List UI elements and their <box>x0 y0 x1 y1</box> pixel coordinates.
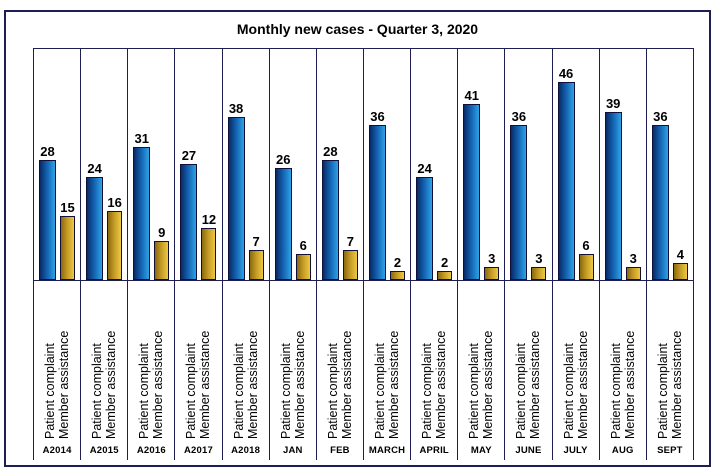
bar-member-assistance <box>484 251 499 280</box>
series-labels-area <box>270 281 316 444</box>
chart-column <box>80 49 127 460</box>
series-labels-area <box>411 281 457 444</box>
series-labels-area <box>223 281 269 444</box>
series-name-labels <box>373 287 401 439</box>
series-labels-area <box>553 281 599 444</box>
bar-patient-complaint <box>228 101 245 280</box>
series-name-labels <box>609 287 637 439</box>
series-name-label: Member assistance <box>575 330 590 439</box>
category-label: MARCH <box>368 445 406 457</box>
series-name-label: Patient complaint <box>231 342 246 439</box>
bar-value-label: 9 <box>158 225 166 241</box>
category-label: JULY <box>563 445 588 457</box>
bar-value-label: 6 <box>299 238 307 254</box>
category-label: JAN <box>282 445 303 457</box>
bar-member-assistance <box>626 251 641 280</box>
bar-value-label: 26 <box>275 152 291 168</box>
series-name-label: Member assistance <box>481 330 496 439</box>
chart-outer-border <box>4 10 711 467</box>
bar-patient-complaint <box>180 148 197 280</box>
bar-patient-complaint <box>369 109 386 280</box>
bars-area <box>270 49 316 281</box>
series-name-label: Member assistance <box>622 330 637 439</box>
bars-area <box>647 49 693 281</box>
series-name-label: Patient complaint <box>90 342 105 439</box>
bar-value-label: 24 <box>417 161 432 177</box>
bar-value-label: 16 <box>107 195 122 211</box>
bar-patient-complaint <box>275 152 292 280</box>
bar-value-label: 7 <box>252 234 260 250</box>
series-name-label: Patient complaint <box>325 342 340 439</box>
series-labels-area <box>81 281 127 444</box>
chart-column <box>174 49 221 460</box>
bar-value-label: 28 <box>323 144 338 160</box>
series-name-label: Patient complaint <box>514 342 529 439</box>
series-labels-area <box>34 281 80 444</box>
series-name-labels <box>137 287 165 439</box>
series-labels-area <box>600 281 646 444</box>
series-name-label: Patient complaint <box>184 342 199 439</box>
series-labels-area <box>128 281 174 444</box>
series-name-labels <box>562 287 590 439</box>
series-name-label: Patient complaint <box>373 342 388 439</box>
plot-columns <box>33 48 694 460</box>
series-name-labels <box>514 287 542 439</box>
series-name-labels <box>467 287 495 439</box>
bar-patient-complaint <box>416 161 433 280</box>
series-name-label: Member assistance <box>669 330 684 439</box>
series-name-labels <box>420 287 448 439</box>
bar-patient-complaint <box>86 161 103 280</box>
category-label: A2016 <box>136 445 166 457</box>
bars-area <box>600 49 646 281</box>
series-name-label: Patient complaint <box>137 342 152 439</box>
bar-value-label: 2 <box>441 255 449 271</box>
category-label: FEB <box>330 445 350 457</box>
series-labels-area <box>175 281 221 444</box>
category-label: SEPT <box>657 445 683 457</box>
bars-area <box>128 49 174 281</box>
series-name-label: Patient complaint <box>655 342 670 439</box>
series-name-labels <box>656 287 684 439</box>
bar-value-label: 3 <box>535 251 543 267</box>
series-name-labels <box>184 287 212 439</box>
bar-member-assistance <box>343 234 358 280</box>
bars-area <box>458 49 504 281</box>
bars-area <box>81 49 127 281</box>
bar-member-assistance <box>390 255 405 280</box>
chart-column <box>127 49 174 460</box>
bar-value-label: 41 <box>464 88 479 104</box>
bars-area <box>364 49 410 281</box>
series-name-label: Member assistance <box>339 330 354 439</box>
bar-value-label: 12 <box>201 212 217 228</box>
series-name-labels <box>232 287 260 439</box>
bar-value-label: 28 <box>40 144 55 160</box>
bar-member-assistance <box>249 234 264 280</box>
bar-value-label: 7 <box>346 234 354 250</box>
series-name-label: Member assistance <box>434 330 449 439</box>
category-label: JUNE <box>515 445 542 457</box>
bar-value-label: 6 <box>582 238 590 254</box>
chart-column <box>599 49 646 460</box>
chart-column <box>269 49 316 460</box>
series-labels-area <box>317 281 363 444</box>
bars-area <box>317 49 363 281</box>
category-label: A2014 <box>42 445 72 457</box>
series-name-label: Member assistance <box>104 330 119 439</box>
bars-area <box>553 49 599 281</box>
bar-patient-complaint <box>558 66 575 280</box>
bar-member-assistance <box>673 247 688 280</box>
bar-member-assistance <box>296 238 311 280</box>
category-label: A2018 <box>231 445 261 457</box>
bar-value-label: 3 <box>629 251 637 267</box>
series-name-label: Member assistance <box>387 330 402 439</box>
bars-area <box>505 49 551 281</box>
bar-value-label: 31 <box>134 131 150 147</box>
bar-value-label: 4 <box>676 247 684 263</box>
bar-patient-complaint <box>322 144 339 280</box>
series-labels-area <box>458 281 504 444</box>
bars-area <box>175 49 221 281</box>
bar-value-label: 24 <box>87 161 102 177</box>
series-labels-area <box>647 281 693 444</box>
bar-patient-complaint <box>463 88 480 280</box>
series-name-label: Patient complaint <box>43 342 58 439</box>
bar-value-label: 36 <box>653 109 668 125</box>
series-name-label: Patient complaint <box>561 342 576 439</box>
chart-column <box>457 49 504 460</box>
bars-area <box>411 49 457 281</box>
chart-column <box>504 49 551 460</box>
series-name-label: Member assistance <box>151 330 166 439</box>
bar-value-label: 27 <box>181 148 197 164</box>
bar-member-assistance <box>60 200 75 280</box>
series-name-label: Member assistance <box>245 330 260 439</box>
bar-member-assistance <box>531 251 546 280</box>
chart-column <box>552 49 599 460</box>
series-name-label: Patient complaint <box>420 342 435 439</box>
series-name-label: Member assistance <box>528 330 543 439</box>
bar-value-label: 46 <box>558 66 574 82</box>
bar-patient-complaint <box>652 109 669 280</box>
bar-value-label: 36 <box>511 109 527 125</box>
bar-value-label: 15 <box>60 200 75 216</box>
series-labels-area <box>364 281 410 444</box>
series-name-label: Patient complaint <box>467 342 482 439</box>
chart-column <box>316 49 363 460</box>
bars-area <box>223 49 269 281</box>
series-name-label: Member assistance <box>57 330 72 439</box>
bar-value-label: 36 <box>370 109 385 125</box>
chart-title: Monthly new cases - Quarter 3, 2020 <box>236 21 479 37</box>
bar-member-assistance <box>579 238 594 280</box>
bar-patient-complaint <box>133 131 150 280</box>
series-name-labels <box>326 287 354 439</box>
bars-area <box>34 49 80 281</box>
bar-value-label: 39 <box>605 96 621 112</box>
bar-value-label: 38 <box>228 101 244 117</box>
series-name-label: Member assistance <box>198 330 213 439</box>
chart-column <box>363 49 410 460</box>
series-name-labels <box>43 287 71 439</box>
chart-column <box>33 49 80 460</box>
bar-patient-complaint <box>510 109 527 280</box>
category-label: APRIL <box>419 445 449 457</box>
category-label: A2017 <box>183 445 213 457</box>
series-name-label: Member assistance <box>292 330 307 439</box>
series-name-label: Patient complaint <box>608 342 623 439</box>
chart-column <box>222 49 269 460</box>
bar-value-label: 2 <box>393 255 402 271</box>
bar-patient-complaint <box>39 144 56 280</box>
chart-column <box>410 49 457 460</box>
series-name-labels <box>279 287 307 439</box>
series-name-label: Patient complaint <box>278 342 293 439</box>
bar-member-assistance <box>201 212 217 280</box>
bar-member-assistance <box>154 225 169 280</box>
bar-value-label: 3 <box>488 251 496 267</box>
series-labels-area <box>505 281 551 444</box>
bar-member-assistance <box>437 255 452 280</box>
bar-patient-complaint <box>605 96 622 280</box>
category-label: A2015 <box>89 445 119 457</box>
category-label: MAY <box>470 445 492 457</box>
bar-member-assistance <box>107 195 122 280</box>
series-name-labels <box>90 287 118 439</box>
chart-column <box>646 49 694 460</box>
category-label: AUG <box>611 445 634 457</box>
